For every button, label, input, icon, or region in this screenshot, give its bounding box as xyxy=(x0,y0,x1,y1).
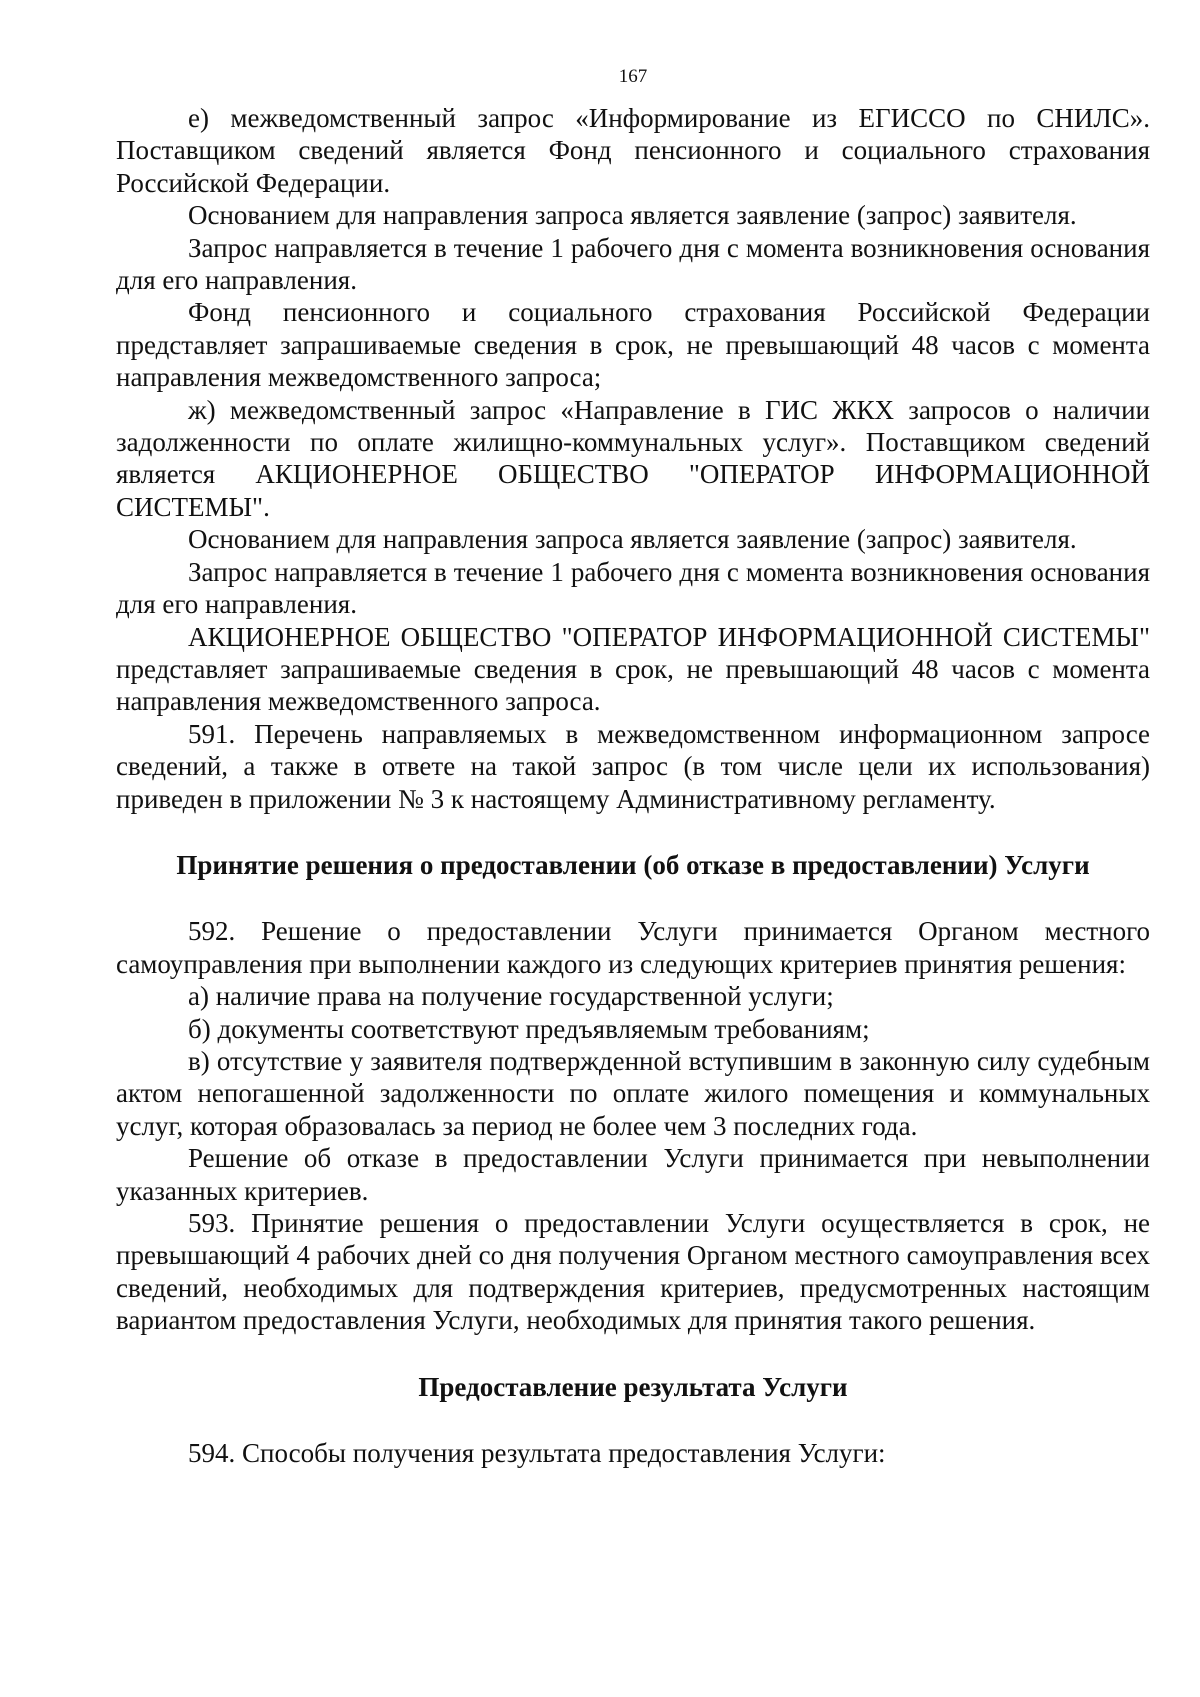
paragraph-592: 592. Решение о предоставлении Услуги принимается Органом местного самоуправления при выполнении каждого из следующих критериев принятия решения: xyxy=(116,916,1150,979)
section-result xyxy=(116,1437,1150,1469)
paragraph-criterion-b: б) документы соответствуют предъявляемым требованиям; xyxy=(188,1013,870,1044)
document-page xyxy=(116,66,1150,1469)
paragraph-fund-response: Фонд пенсионного и социального страхования Российской Федерации представляет запрашиваемые сведения в срок, не превышающий 48 часов с момента направления межведомственного запроса; xyxy=(116,297,1150,393)
section-interagency-requests xyxy=(116,102,1150,815)
paragraph-basis-2: Основанием для направления запроса является заявление (запрос) заявителя. xyxy=(188,524,1077,555)
paragraph-criterion-a: а) наличие права на получение государственной услуги; xyxy=(188,981,834,1012)
paragraph-request-term-1: Запрос направляется в течение 1 рабочего дня с момента возникновения основания для его направления. xyxy=(116,232,1150,296)
paragraph-item-zh: ж) межведомственный запрос «Направление в ГИС ЖКХ запросов о наличии задолженности по оплате жилищно-коммунальных услуг». Поставщиком сведений является АКЦИОНЕРНОЕ ОБЩЕСТВО "ОПЕРАТОР ИНФОРМАЦИОННОЙ СИСТЕМЫ". xyxy=(116,394,1150,522)
heading-result: Предоставление результата Услуги xyxy=(418,1371,848,1402)
heading-decision: Принятие решения о предоставлении (об отказе в предоставлении) Услуги xyxy=(176,849,1090,880)
paragraph-refusal: Решение об отказе в предоставлении Услуги принимается при невыполнении указанных критериев. xyxy=(116,1143,1150,1206)
section-decision xyxy=(116,915,1150,1336)
paragraph-593: 593. Принятие решения о предоставлении Услуги осуществляется в срок, не превышающий 4 рабочих дней со дня получения Органом местного самоуправления всех сведений, необходимых для подтверждения критериев, предусмотренных настоящим вариантом предоставления Услуги, необходимых для принятия такого решения. xyxy=(116,1208,1150,1336)
paragraph-594: 594. Способы получения результата предоставления Услуги: xyxy=(188,1438,886,1469)
page-number: 167 xyxy=(618,66,648,87)
paragraph-criterion-v: в) отсутствие у заявителя подтвержденной вступившим в законную силу судебным актом непогашенной задолженности по оплате жилого помещения и коммунальных услуг, которая образовалась за период не более чем 3 последних года. xyxy=(116,1045,1150,1141)
paragraph-request-term-2: Запрос направляется в течение 1 рабочего дня с момента возникновения основания для его направления. xyxy=(116,556,1150,620)
paragraph-591: 591. Перечень направляемых в межведомственном информационном запросе сведений, а также в ответе на такой запрос (в том числе цели их использования) приведен в приложении № 3 к настоящему Административному регламенту. xyxy=(116,718,1150,814)
paragraph-item-e: е) межведомственный запрос «Информирование из ЕГИССО по СНИЛС». Поставщиком сведений является Фонд пенсионного и социального страхования Российской Федерации. xyxy=(116,103,1150,198)
paragraph-operator-response: АКЦИОНЕРНОЕ ОБЩЕСТВО "ОПЕРАТОР ИНФОРМАЦИОННОЙ СИСТЕМЫ" представляет запрашиваемые сведения в срок, не превышающий 48 часов с момента направления межведомственного запроса. xyxy=(116,621,1150,717)
paragraph-basis-1: Основанием для направления запроса является заявление (запрос) заявителя. xyxy=(188,200,1077,231)
